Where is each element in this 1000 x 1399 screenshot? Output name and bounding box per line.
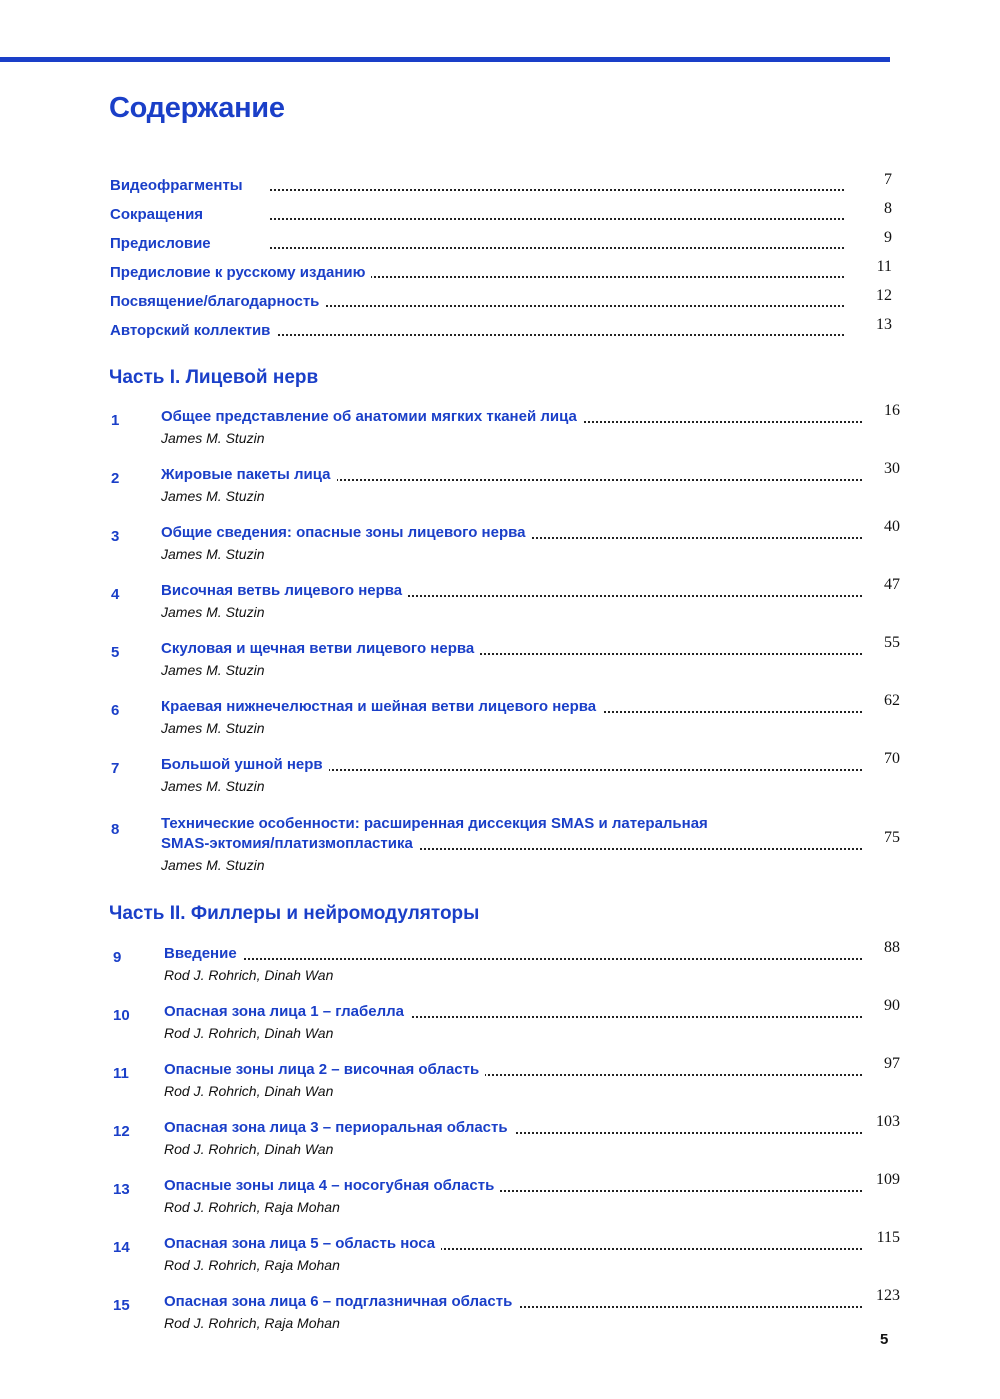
header-rule [0, 57, 890, 62]
chapter-page: 16 [884, 402, 900, 419]
part-heading: Часть I. Лицевой нерв [109, 367, 319, 388]
chapter-title: SMAS-эктомия/платизмопластика [161, 835, 419, 852]
dot-leader [270, 332, 844, 336]
chapter-page: 88 [884, 939, 900, 956]
chapter-number: 5 [111, 644, 120, 661]
toc-entry-page: 9 [884, 229, 892, 246]
chapter-title: Большой ушной нерв [161, 756, 329, 773]
chapter-page: 70 [884, 750, 900, 767]
chapter-author: Rod J. Rohrich, Raja Mohan [164, 1315, 340, 1331]
chapter-author: Rod J. Rohrich, Dinah Wan [164, 1083, 334, 1099]
chapter-title: Опасная зона лица 1 – глабелла [164, 1003, 410, 1020]
chapter-number: 8 [111, 821, 120, 838]
toc-entry-title: Авторский коллектив [110, 322, 276, 339]
chapter-number: 3 [111, 528, 120, 545]
toc-entry-page: 8 [884, 200, 892, 217]
toc-entry-title: Посвящение/благодарность [110, 293, 325, 310]
chapter-number: 15 [113, 1297, 130, 1314]
chapter-title: Опасные зоны лица 2 – височная область [164, 1061, 485, 1078]
chapter-number: 10 [113, 1007, 130, 1024]
dot-leader [270, 245, 844, 249]
dot-leader [270, 187, 844, 191]
chapter-page: 123 [876, 1287, 900, 1304]
chapter-author: Rod J. Rohrich, Dinah Wan [164, 967, 334, 983]
toc-entry-title: Сокращения [110, 206, 209, 223]
dot-leader [270, 303, 844, 307]
chapter-number: 13 [113, 1181, 130, 1198]
chapter-author: Rod J. Rohrich, Raja Mohan [164, 1199, 340, 1215]
toc-entry-page: 12 [876, 287, 892, 304]
chapter-author: James M. Stuzin [161, 430, 265, 446]
chapter-title: Опасная зона лица 3 – периоральная область [164, 1119, 514, 1136]
chapter-number: 14 [113, 1239, 130, 1256]
chapter-page: 90 [884, 997, 900, 1014]
chapter-page: 40 [884, 518, 900, 535]
chapter-title: Общие сведения: опасные зоны лицевого нерва [161, 524, 531, 541]
chapter-page: 103 [876, 1113, 900, 1130]
chapter-title: Общее представление об анатомии мягких тканей лица [161, 408, 583, 425]
toc-entry-page: 7 [884, 171, 892, 188]
chapter-page: 47 [884, 576, 900, 593]
chapter-title-line1: Технические особенности: расширенная диссекция SMAS и латеральная [161, 815, 714, 832]
chapter-number: 11 [113, 1065, 129, 1082]
chapter-title: Опасная зона лица 5 – область носа [164, 1235, 441, 1252]
chapter-title: Опасная зона лица 6 – подглазничная область [164, 1293, 518, 1310]
toc-entry-title: Видеофрагменты [110, 177, 249, 194]
chapter-page: 62 [884, 692, 900, 709]
toc-entry-title: Предисловие к русскому изданию [110, 264, 371, 281]
chapter-author: James M. Stuzin [161, 720, 265, 736]
chapter-author: James M. Stuzin [161, 604, 265, 620]
chapter-number: 9 [113, 949, 122, 966]
page-number: 5 [880, 1331, 889, 1348]
toc-entry-title: Предисловие [110, 235, 217, 252]
toc-entry-page: 13 [876, 316, 892, 333]
chapter-number: 4 [111, 586, 120, 603]
chapter-title: Краевая нижнечелюстная и шейная ветви лицевого нерва [161, 698, 602, 715]
chapter-author: Rod J. Rohrich, Dinah Wan [164, 1141, 334, 1157]
dot-leader [270, 216, 844, 220]
chapter-page: 30 [884, 460, 900, 477]
chapter-author: James M. Stuzin [161, 546, 265, 562]
chapter-number: 12 [113, 1123, 130, 1140]
chapter-author: James M. Stuzin [161, 857, 265, 873]
chapter-author: Rod J. Rohrich, Dinah Wan [164, 1025, 334, 1041]
chapter-number: 6 [111, 702, 120, 719]
toc-entry-page: 11 [876, 258, 892, 275]
chapter-title: Височная ветвь лицевого нерва [161, 582, 408, 599]
chapter-title: Жировые пакеты лица [161, 466, 337, 483]
chapter-title: Скуловая и щечная ветви лицевого нерва [161, 640, 480, 657]
chapter-number: 2 [111, 470, 120, 487]
chapter-page: 97 [884, 1055, 900, 1072]
chapter-number: 7 [111, 760, 120, 777]
chapter-number: 1 [111, 412, 120, 429]
part-heading: Часть II. Филлеры и нейромодуляторы [109, 903, 480, 924]
chapter-page: 115 [876, 1229, 900, 1246]
chapter-page: 109 [876, 1171, 900, 1188]
chapter-page: 75 [884, 829, 900, 846]
dot-leader [204, 956, 862, 960]
page-title: Содержание [109, 92, 285, 124]
chapter-author: James M. Stuzin [161, 662, 265, 678]
chapter-title: Введение [164, 945, 243, 962]
chapter-author: James M. Stuzin [161, 778, 265, 794]
chapter-title: Опасные зоны лица 4 – носогубная область [164, 1177, 500, 1194]
chapter-page: 55 [884, 634, 900, 651]
chapter-author: James M. Stuzin [161, 488, 265, 504]
chapter-author: Rod J. Rohrich, Raja Mohan [164, 1257, 340, 1273]
